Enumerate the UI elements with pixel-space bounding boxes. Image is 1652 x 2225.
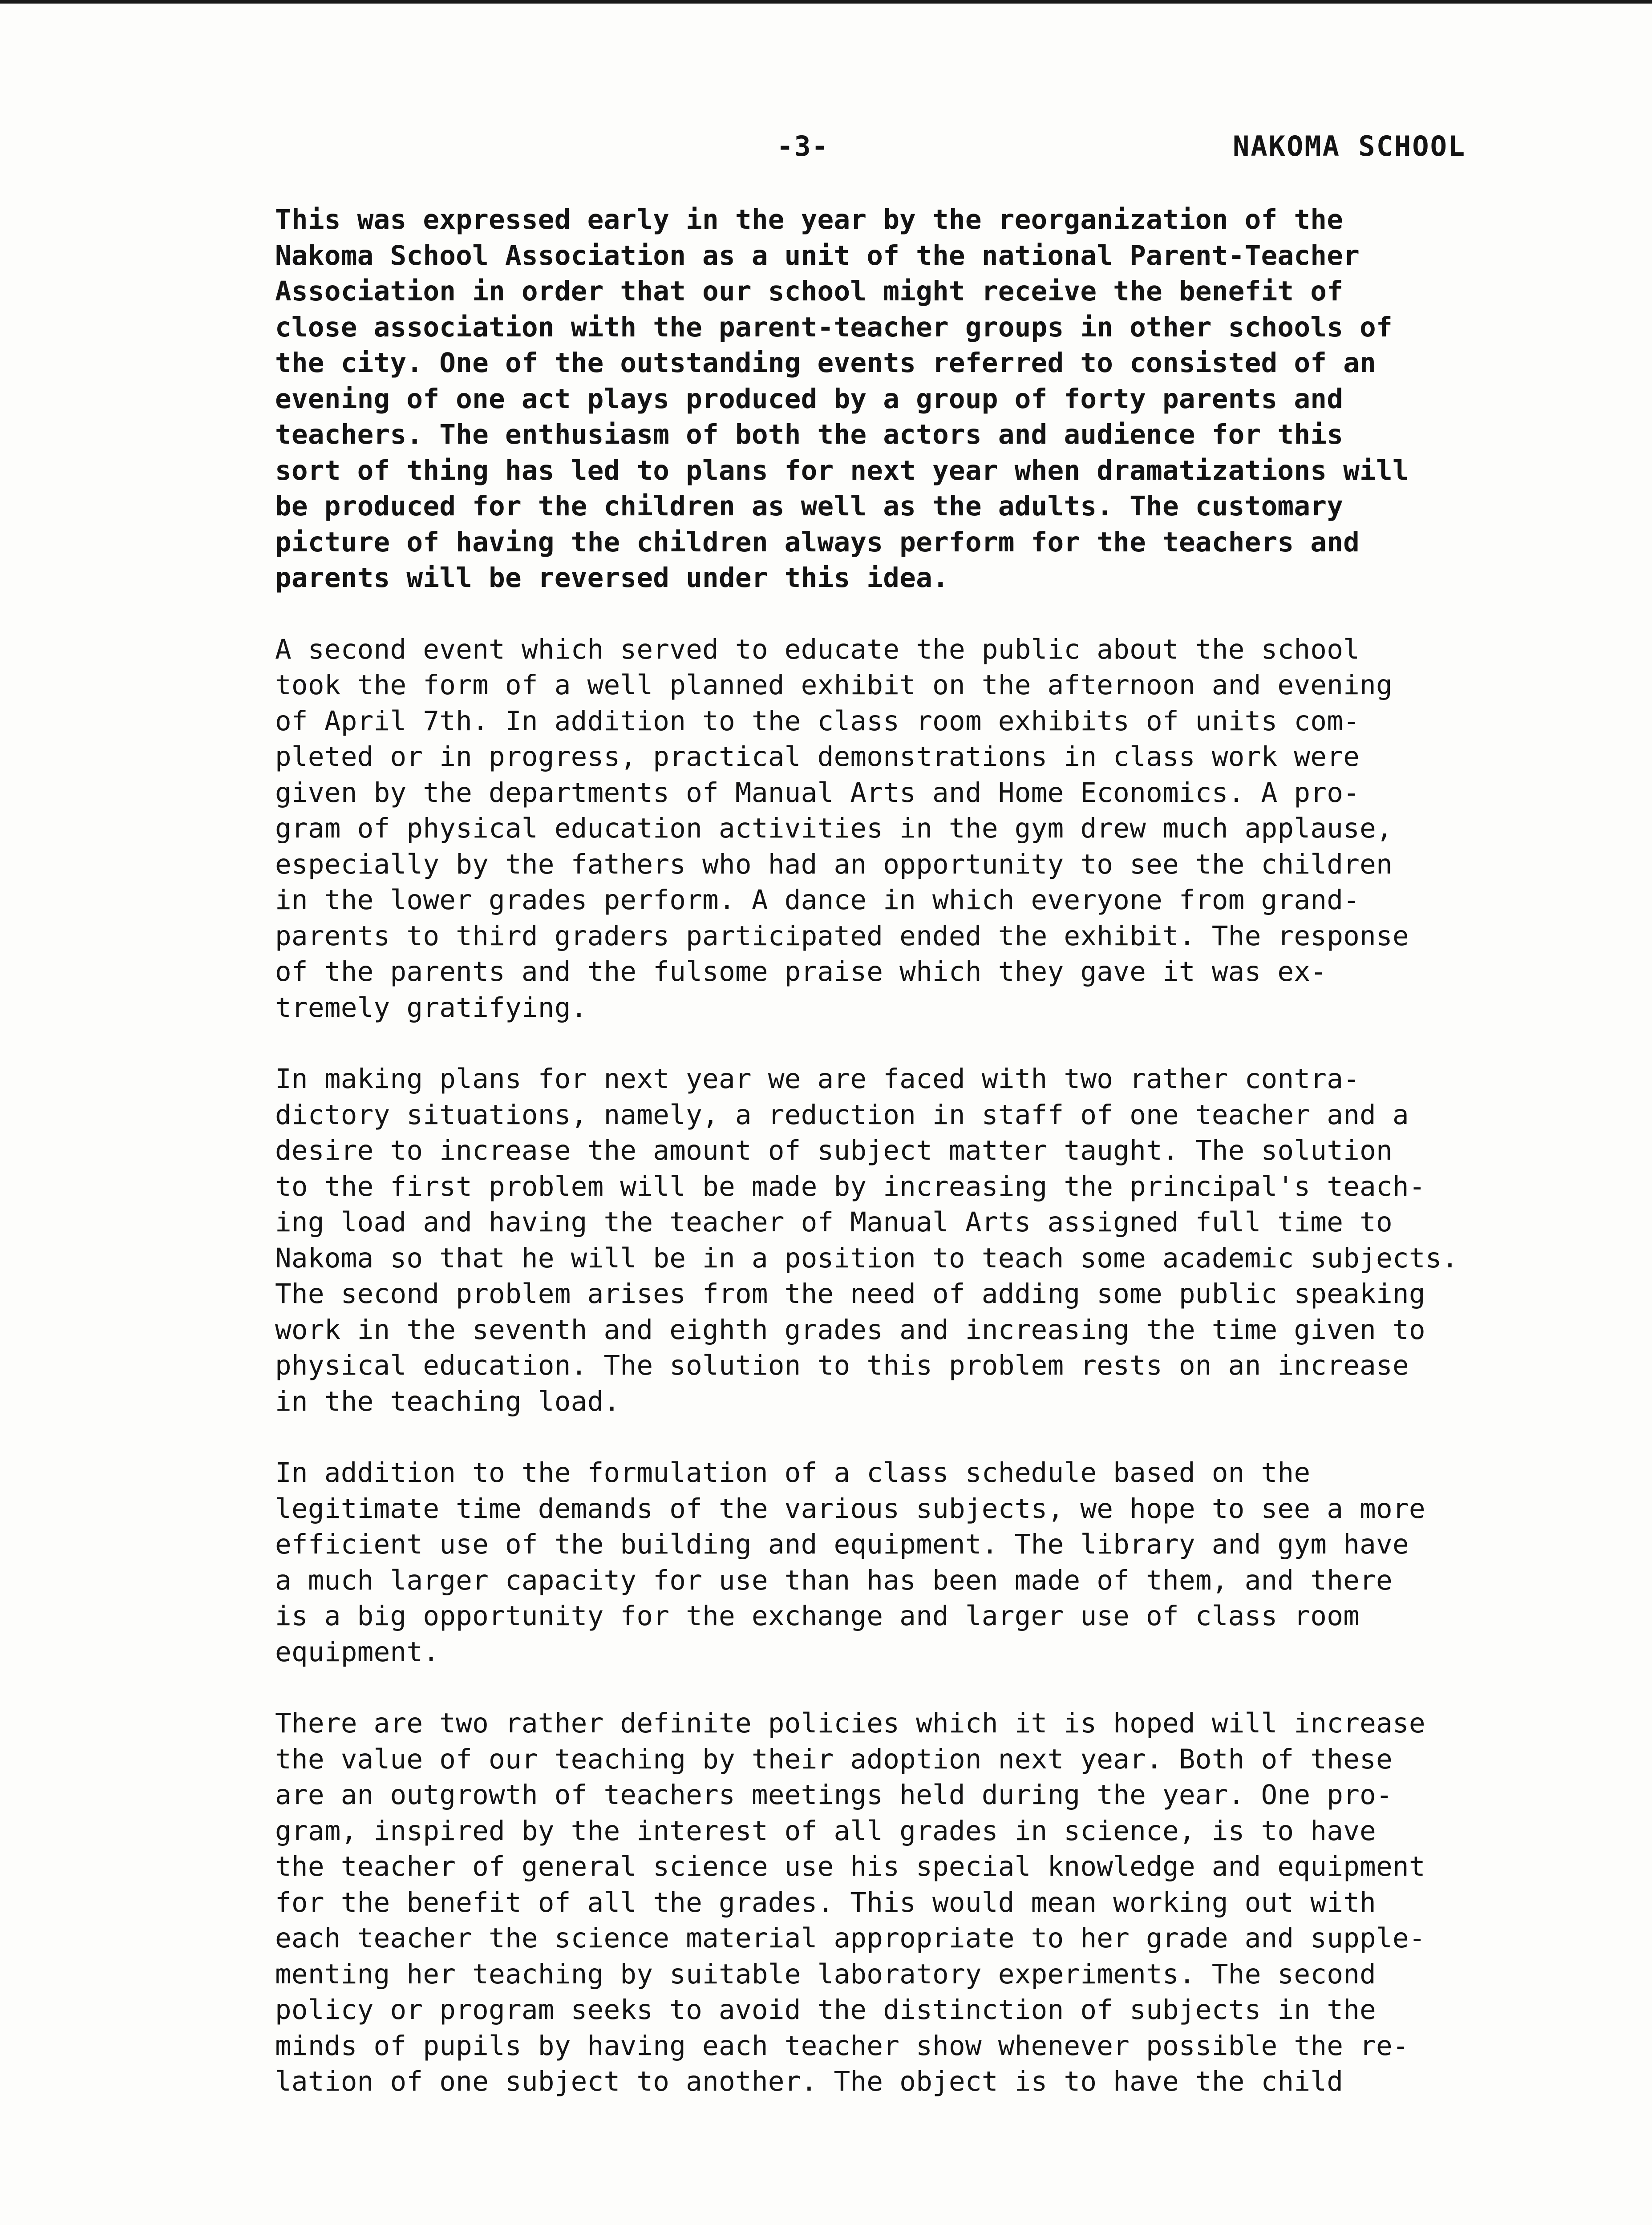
text-line: physical education. The solution to this problem rests on an increase (275, 1350, 1409, 1381)
scan-top-edge (0, 0, 1652, 4)
text-line: dictory situations, namely, a reduction in staff of one teacher and a (275, 1099, 1409, 1131)
paragraph-gap (275, 1420, 1548, 1455)
text-line: Association in order that our school might receive the benefit of (275, 275, 1344, 307)
text-line: each teacher the science material appropriate to her grade and supple- (275, 1922, 1425, 1954)
text-line: minds of pupils by having each teacher show whenever possible the re- (275, 2030, 1409, 2062)
text-line: policy or program seeks to avoid the distinction of subjects in the (275, 1994, 1376, 2026)
text-line: of the parents and the fulsome praise which they gave it was ex- (275, 956, 1327, 987)
text-line: the teacher of general science use his special knowledge and equipment (275, 1851, 1425, 1882)
paragraph-class-schedule (275, 1455, 1548, 1670)
text-line: legitimate time demands of the various subjects, we hope to see a more (275, 1493, 1425, 1525)
text-line: A second event which served to educate the public about the school (275, 633, 1360, 665)
text-line: Nakoma so that he will be in a position to teach some academic subjects. (275, 1242, 1458, 1274)
text-line: menting her teaching by suitable laboratory experiments. The second (275, 1958, 1376, 1990)
text-line: for the benefit of all the grades. This would mean working out with (275, 1886, 1376, 1918)
text-line: tremely gratifying. (275, 991, 587, 1024)
text-line: The second problem arises from the need of adding some public speaking (275, 1278, 1425, 1310)
text-line: desire to increase the amount of subject matter taught. The solution (275, 1135, 1393, 1166)
text-line: parents to third graders participated ended the exhibit. The response (275, 920, 1409, 952)
text-line: This was expressed early in the year by the reorganization of the (275, 204, 1344, 235)
paragraph-gap (275, 1670, 1548, 1706)
text-line: work in the seventh and eighth grades and increasing the time given to (275, 1314, 1425, 1346)
text-line: in the lower grades perform. A dance in which everyone from grand- (275, 884, 1360, 916)
text-line: especially by the fathers who had an opportunity to see the children (275, 848, 1393, 880)
text-line: sort of thing has led to plans for next year when dramatizations will (275, 454, 1409, 486)
text-line: be produced for the children as well as the adults. The customary (275, 490, 1344, 522)
text-line: parents will be reversed under this idea. (275, 562, 949, 594)
text-line: efficient use of the building and equipment. The library and gym have (275, 1529, 1409, 1560)
text-line: a much larger capacity for use than has been made of them, and there (275, 1564, 1393, 1596)
running-head: NAKOMA SCHOOL (1233, 130, 1466, 162)
text-line: is a big opportunity for the exchange and larger use of class room (275, 1600, 1360, 1632)
text-line: gram, inspired by the interest of all grades in science, is to have (275, 1815, 1376, 1847)
text-line: close association with the parent-teacher groups in other schools of (275, 311, 1393, 343)
text-line: evening of one act plays produced by a group of forty parents and (275, 383, 1344, 415)
text-line: pleted or in progress, practical demonstrations in class work were (275, 741, 1360, 773)
text-line: In making plans for next year we are faced with two rather contra- (275, 1063, 1360, 1095)
text-line: to the first problem will be made by increasing the principal's teach- (275, 1170, 1425, 1202)
text-line: given by the departments of Manual Arts and Home Economics. A pro- (275, 777, 1360, 809)
document-body (275, 202, 1548, 2100)
text-line: Nakoma School Association as a unit of the national Parent-Teacher (275, 239, 1360, 271)
paragraph-pta-reorganization (275, 202, 1548, 596)
text-line: There are two rather definite policies which it is hoped will increase (275, 1707, 1425, 1739)
text-line: are an outgrowth of teachers meetings held during the year. One pro- (275, 1779, 1393, 1811)
text-line: took the form of a well planned exhibit on the afternoon and evening (275, 669, 1393, 701)
text-line: of April 7th. In addition to the class room exhibits of units com- (275, 705, 1360, 737)
text-line: picture of having the children always perform for the teachers and (275, 526, 1360, 558)
page-number: -3- (777, 130, 829, 162)
paragraph-teaching-policies (275, 1706, 1548, 2100)
paragraph-exhibit (275, 632, 1548, 1026)
text-line: teachers. The enthusiasm of both the actors and audience for this (275, 419, 1344, 450)
text-line: in the teaching load. (275, 1385, 620, 1417)
text-line: the value of our teaching by their adoption next year. Both of these (275, 1743, 1393, 1775)
paragraph-gap (275, 1026, 1548, 1061)
paragraph-plans-next-year (275, 1061, 1548, 1420)
text-line: equipment. (275, 1636, 440, 1668)
text-line: the city. One of the outstanding events referred to consisted of an (275, 347, 1376, 379)
text-line: lation of one subject to another. The object is to have the child (275, 2066, 1344, 2097)
text-line: ing load and having the teacher of Manual Arts assigned full time to (275, 1206, 1393, 1238)
text-line: In addition to the formulation of a class schedule based on the (275, 1457, 1311, 1489)
text-line: gram of physical education activities in the gym drew much applause, (275, 813, 1393, 844)
paragraph-gap (275, 596, 1548, 632)
